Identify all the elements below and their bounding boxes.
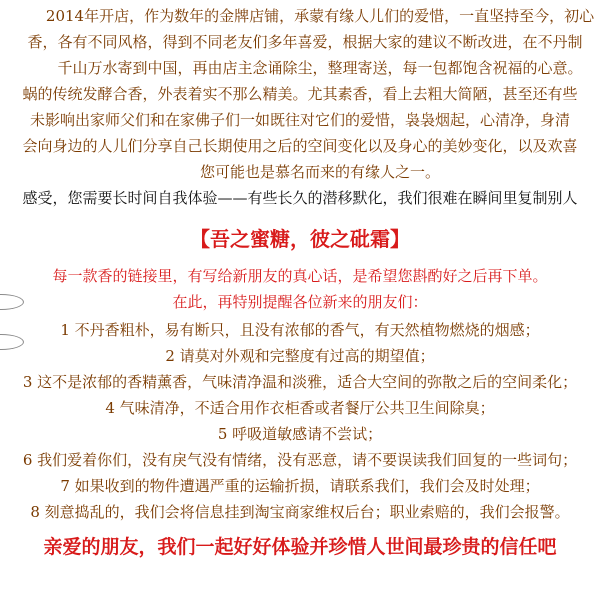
paragraph-line: 会向身边的人儿们分享自己长期使用之后的空间变化以及身心的美妙变化，以及欢喜 <box>22 137 578 155</box>
list-item: 8 刻意捣乱的，我们会将信息挂到淘宝商家维权后台；职业索赔的，我们会报警。 <box>30 503 570 521</box>
section-heading: 【吾之蜜糖，彼之砒霜】 <box>190 227 410 251</box>
list-item: 7 如果收到的物件遭遇严重的运输折损，请联系我们，我们会及时处理； <box>60 477 540 495</box>
list-item: 3 这不是浓郁的香精薰香，气味清净温和淡雅，适合大空间的弥散之后的空间柔化； <box>22 373 578 391</box>
paragraph-line: 未影响出家师父们和在家佛子们一如既往对它们的爱惜，袅袅烟起，心清净，身清 <box>29 111 570 129</box>
paragraph-line: 千山万水寄到中国，再由店主念诵除尘，整理寄送，每一包都饱含祝福的心意。 <box>57 59 583 77</box>
paragraph-line: 2014年开店，作为数年的金牌店铺，承蒙有缘人儿们的爱惜，一直坚持至今，初心 <box>45 7 595 25</box>
intro-line: 每一款香的链接里，有写给新朋友的真心话，是希望您斟酌好之后再下单。 <box>52 267 548 285</box>
list-item: 5 呼吸道敏感请不尝试； <box>217 425 383 443</box>
paragraph-line: 您可能也是慕名而来的有缘人之一。 <box>199 163 440 181</box>
list-item: 2 请莫对外观和完整度有过高的期望值； <box>165 347 435 365</box>
intro-line: 在此，再特别提醒各位新来的朋友们： <box>172 293 428 311</box>
list-item: 4 气味清净，不适合用作衣柜香或者餐厅公共卫生间除臭； <box>105 399 495 417</box>
list-item: 6 我们爱着你们，没有戾气没有情绪，没有恶意，请不要误读我们回复的一些词句； <box>22 451 578 469</box>
list-item: 1 不丹香粗朴，易有断只，且没有浓郁的香气，有天然植物燃烧的烟感； <box>60 321 540 339</box>
paragraph-line: 香，各有不同风格，得到不同老友们多年喜爱，根据大家的建议不断改进，在不丹制 <box>27 33 583 51</box>
paragraph-line: 蜗的传统发酵合香，外表着实不那么精美。尤其素香，看上去粗大简陋，甚至还有些 <box>22 85 578 103</box>
closing-line: 亲爱的朋友，我们一起好好体验并珍惜人世间最珍贵的信任吧 <box>43 536 557 558</box>
paragraph-line: 感受，您需要长时间自我体验——有些长久的潜移默化，我们很难在瞬间里复制别人 <box>22 189 578 207</box>
